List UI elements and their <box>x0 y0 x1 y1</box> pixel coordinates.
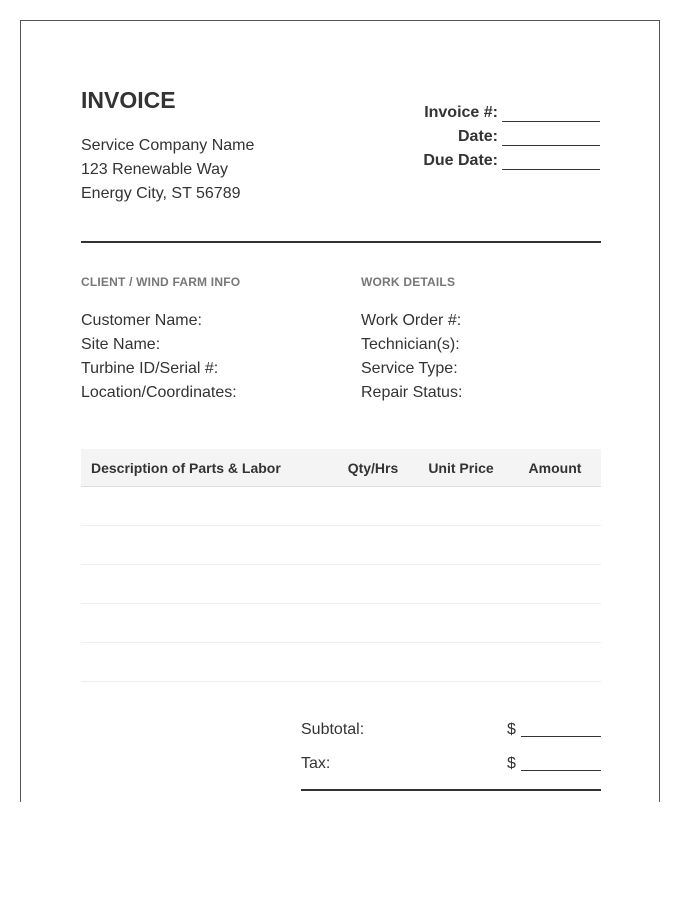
service-type-field: Service Type: <box>361 360 458 377</box>
turbine-id-field: Turbine ID/Serial #: <box>81 360 219 377</box>
header-description: Description of Parts & Labor <box>91 459 281 476</box>
due-date-row <box>340 146 600 170</box>
invoice-number-label: Invoice #: <box>424 104 498 121</box>
invoice-date-label: Date: <box>457 128 498 145</box>
location-field: Location/Coordinates: <box>81 384 237 401</box>
table-row[interactable] <box>81 526 601 565</box>
totals-divider <box>301 789 601 791</box>
client-section <box>81 275 321 405</box>
table-header <box>81 449 601 487</box>
due-date-field[interactable] <box>502 151 600 170</box>
header-qty: Qty/Hrs <box>347 459 399 476</box>
subtotal-currency: $ <box>507 721 516 738</box>
line-items-table <box>81 449 601 682</box>
company-name: Service Company Name <box>81 137 255 154</box>
invoice-number-row <box>340 98 600 122</box>
work-section <box>361 275 601 405</box>
client-section-title: CLIENT / WIND FARM INFO <box>81 275 241 289</box>
technicians-field: Technician(s): <box>361 336 460 353</box>
invoice-date-field[interactable] <box>502 127 600 146</box>
invoice-page <box>20 20 660 802</box>
header-divider <box>81 241 601 243</box>
invoice-title: INVOICE <box>81 87 176 113</box>
subtotal-row <box>301 715 601 739</box>
company-street: 123 Renewable Way <box>81 161 229 178</box>
header-amount: Amount <box>528 459 582 476</box>
tax-currency: $ <box>507 755 516 772</box>
table-row[interactable] <box>81 643 601 682</box>
table-row[interactable] <box>81 487 601 526</box>
due-date-label: Due Date: <box>423 152 498 169</box>
subtotal-label: Subtotal: <box>301 721 365 738</box>
company-info <box>81 134 254 206</box>
table-row[interactable] <box>81 565 601 604</box>
work-section-title: WORK DETAILS <box>361 275 456 289</box>
tax-row <box>301 749 601 773</box>
tax-label: Tax: <box>301 755 331 772</box>
work-order-field: Work Order #: <box>361 312 462 329</box>
invoice-number-field[interactable] <box>502 103 600 122</box>
tax-field[interactable] <box>521 770 601 771</box>
invoice-date-row <box>340 122 600 146</box>
company-city: Energy City, ST 56789 <box>81 185 241 202</box>
invoice-meta <box>340 98 600 170</box>
customer-name-field: Customer Name: <box>81 312 202 329</box>
table-row[interactable] <box>81 604 601 643</box>
site-name-field: Site Name: <box>81 336 161 353</box>
repair-status-field: Repair Status: <box>361 384 463 401</box>
header-unit-price: Unit Price <box>428 459 494 476</box>
subtotal-field[interactable] <box>521 736 601 737</box>
